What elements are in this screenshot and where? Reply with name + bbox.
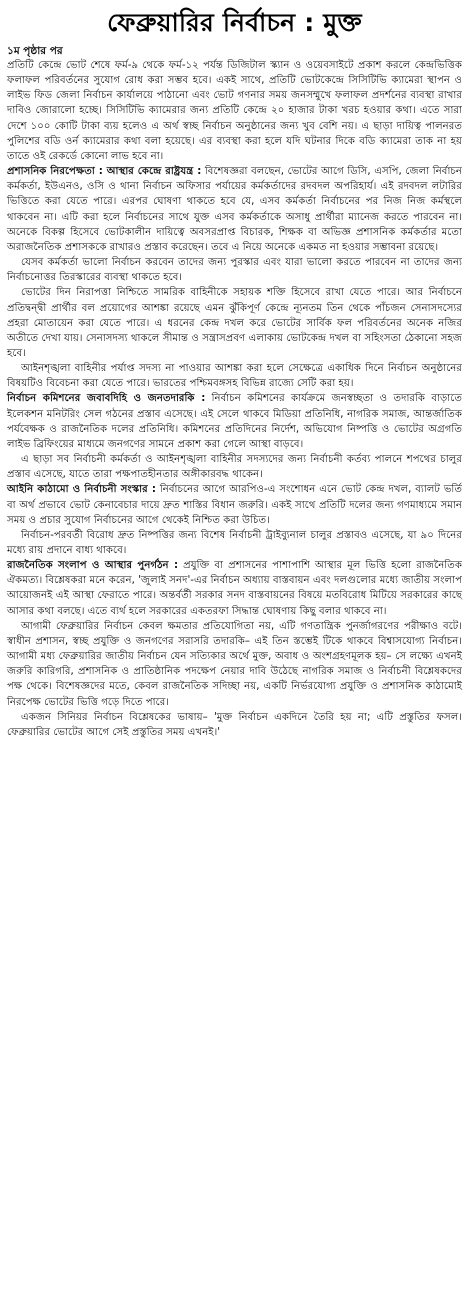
article-paragraph-8 xyxy=(7,482,462,527)
paragraph-text: এ ছাড়া সব নির্বাচনী কর্মকর্তা ও আইনশৃঙ্খলা বাহিনীর সদস্যদের জন্য নির্বাচনী কর্তব্য পালনে শপথের চালুর প্রস্তাব এসেছে, যাতে তারা পক্ষপাতহীনতার অঙ্গীকারবদ্ধ থাকেন। xyxy=(7,454,462,481)
paragraph-text: বিশেষজ্ঞরা বলছেন, ভোটের আগে ডিসি, এসপি, জেলা নির্বাচন কর্মকর্তা, ইউএনও, ওসি ও থানা নির্বাচন অফিসার পর্যায়ের কর্মকর্তাদের রদবদল অপরিহার্য। এই রদবদল লটারির ভিত্তিতে করা যেতে পারে। এরপর ঘোষণা থাকতে হবে যে, এসব কর্মকর্তা নির্বাচনের পর নিজ নিজ কর্মস্থলে থাকবেন না। এটি করা হলে নির্বাচনের সাথে যুক্ত এসব কর্মকর্তাকে অসাধু প্রার্থীরা ম্যানেজ করতে পারবেন না। অনেকে বিকল্প হিসেবে ভোটকালীন দায়িত্বে অবসরপ্রাপ্ত বিচারক, শিক্ষক বা অভিজ্ঞ প্রশাসনিক কর্মকর্তার মতো অরাজনৈতিক প্রশাসককে রাখারও প্রস্তাব করেছেন। তবে এ নিয়ে অনেকে একমত না হওয়ার সম্ভাবনা রয়েছে। xyxy=(7,166,462,253)
paragraph-text: নির্বাচন-পরবর্তী বিরোধ দ্রুত নিষ্পত্তির জন্য বিশেষ নির্বাচনী ট্রাইব্যুনাল চালুর প্রস্তাবও এসেছে, যা ৯০ দিনের মধ্যে রায় প্রদানে বাধ্য থাকবে। xyxy=(7,529,462,556)
paragraph-text: নির্বাচনের আগে আরপিও-এ সংশোধন এনে ভোট কেন্দ্র দখল, ব্যালট ভর্তি বা অর্থ প্রভাবে ভোট কেনাবেচার দায়ে দ্রুত শাস্তির বিধান জরুরি। একই সাথে প্রতিটি দলের জন্য গণমাধ্যমে সমান সময় ও প্রচার সুযোগ নির্বাচনের আগে থেকেই নিশ্চিত করা উচিত। xyxy=(7,484,462,526)
paragraph-text: প্রতিটি কেন্দ্রে ভোট শেষে ফর্ম-৯ থেকে ফর্ম-১২ পর্যন্ত ডিজিটাল স্ক্যান ও ওয়েবসাইটে প্রকাশ করলে কেন্দ্রভিত্তিক ফলাফল পরিবর্তনের সুযোগ রোধ করা সম্ভব হবে। একই সাথে, প্রতিটি ভোটকেন্দ্রে সিসিটিভি ক্যামেরা স্থাপন ও লাইভ ফিড জেলা নির্বাচন কার্যালয়ে পাঠানো এবং ভোট গণনার সময় জনসম্মুখে ফলাফল প্রদর্শনের ব্যবস্থা রাখার দাবিও জোরালো হচ্ছে। সিসিটিভি ক্যামেরার জন্য প্রতিটি কেন্দ্রে ২০ হাজার টাকা খরচ হওয়ার কথা। এতে সারা দেশে ১০০ কোটি টাকা ব্যয় হলেও এ অর্থ স্বচ্ছ নির্বাচন অনুষ্ঠানের জন্য খুব বেশি নয়। এ ছাড়া দায়িত্ব পালনরত পুলিশের বডি ওর্ন ক্যামেরার কথা বলা হয়েছে। এর ব্যবস্থা করা হলে যদি ঘটনার দিকে বডি ক্যামেরা তাক না হয় তাতে ওই রেকর্ডে কোনো লাভ হবে না। xyxy=(7,60,462,162)
article-paragraph-5 xyxy=(7,361,462,391)
article-paragraph-4 xyxy=(7,285,462,361)
section-subhead-legal-reform: আইনি কাঠামো ও নির্বাচনী সংস্কার : xyxy=(7,484,157,496)
article-paragraph-12 xyxy=(7,710,462,740)
paragraph-text: আইনশৃঙ্খলা বাহিনীর পর্যাপ্ত সদস্য না পাওয়ার আশঙ্কা করা হলে সেক্ষেত্রে একাধিক দিনে নির্বাচন অনুষ্ঠানের বিষয়টিও বিবেচনা করা যেতে পারে। ভারতের পশ্চিমবঙ্গসহ বিভিন্ন রাজ্যে সেটি করা হয়। xyxy=(7,363,462,390)
article-paragraph-7 xyxy=(7,452,462,482)
paragraph-text: যেসব কর্মকর্তা ভালো নির্বাচন করবেন তাদের জন্য পুরস্কার এবং যারা ভালো করতে পারবেন না তাদের জন্য নির্বাচনোত্তর তিরস্কারের ব্যবস্থা থাকতে হবে। xyxy=(7,257,462,284)
article-paragraph-3 xyxy=(7,255,462,285)
section-subhead-political-dialogue: রাজনৈতিক সংলাপ ও আস্থার পুনর্গঠন : xyxy=(7,560,179,572)
article-paragraph-10 xyxy=(7,558,462,619)
headline: ফেব্রুয়ারির নির্বাচন : মুক্ত xyxy=(107,8,362,37)
article-paragraph-6 xyxy=(7,391,462,452)
paragraph-text: একজন সিনিয়র নির্বাচন বিশ্লেষকের ভাষায়– 'মুক্ত নির্বাচন একদিনে তৈরি হয় না; এটি প্রস্তুতির ফসল। ফেব্রুয়ারির ভোটের আগে সেই প্রস্তুতির সময় এখনই।' xyxy=(7,711,462,738)
paragraph-text: নির্বাচন কমিশনের কার্যক্রমে জনস্বচ্ছতা ও তদারকি বাড়াতে ইলেকশন মনিটরিং সেল গঠনের প্রস্তাব এসেছে। এই সেলে থাকবে মিডিয়া প্রতিনিধি, নাগরিক সমাজ, আন্তর্জাতিক পর্যবেক্ষক ও রাজনৈতিক দলের প্রতিনিধি। কমিশনের প্রতিদিনের নির্দেশ, অভিযোগ নিষ্পত্তি ও ভোটের অগ্রগতি লাইভ ব্রিফিংয়ের মাধ্যমে জনগণের সামনে প্রকাশ করা গেলে আস্থা বাড়বে। xyxy=(7,393,462,450)
article-paragraph-9 xyxy=(7,528,462,558)
article-paragraph-2 xyxy=(7,164,462,255)
section-subhead-administrative-neutrality: প্রশাসনিক নিরপেক্ষতা : আস্থার কেন্দ্রে রাষ্ট্রযন্ত্র : xyxy=(7,166,202,178)
paragraph-text: ভোটের দিন নিরাপত্তা নিশ্চিতে সামরিক বাহিনীকে সহায়ক শক্তি হিসেবে রাখা যেতে পারে। আর নির্বাচনে প্রতিদ্বন্দ্বী প্রার্থীর বল প্রয়োগের আশঙ্কা রয়েছে এমন ঝুঁকিপূর্ণ কেন্দ্রে ন্যূনতম তিন থেকে পাঁচজন সেনাসদস্যের প্রহরা মোতায়েন করা যেতে পারে। এ ধরনের কেন্দ্র দখল করে ভোটের সার্বিক ফল পরিবর্তনের অনেক নজির অতীতে দেখা যায়। সেনাসদস্য থাকলে সীমান্ত ও সন্ত্রাসপ্রবণ এলাকায় ভোটকেন্দ্র দখল বা সহিংসতা ঠেকানো সহজ হবে। xyxy=(7,287,462,359)
section-subhead-ec-accountability: নির্বাচন কমিশনের জবাবদিহি ও জনতদারকি : xyxy=(7,393,206,405)
article-paragraph-11 xyxy=(7,619,462,710)
article-paragraph-1 xyxy=(7,58,462,164)
continued-from-label: ১ম পৃষ্ঠার পর xyxy=(7,45,63,57)
paragraph-text: প্রযুক্তি বা প্রশাসনের পাশাপাশি আস্থার মূল ভিত্তি হলো রাজনৈতিক ঐকমত্য। বিশ্লেষকরা মনে করেন, 'জুলাই সনদ'-এর নির্বাচন অধ্যায় বাস্তবায়ন এবং দলগুলোর মধ্যে জাতীয় সংলাপ আয়োজনই এই আস্থা ফেরাতে পারে। অন্তর্বর্তী সরকার সনদ বাস্তবায়নের বিষয়ে মতবিরোধ মিটিয়ে সরকারের কাছে আসার কথা বলছে। এতে ব্যর্থ হলে সরকারের একতরফা সিদ্ধান্ত ঘোষণায় কিছু বলার থাকবে না। xyxy=(7,560,462,617)
paragraph-text: আগামী ফেব্রুয়ারির নির্বাচন কেবল ক্ষমতার প্রতিযোগিতা নয়, এটি গণতান্ত্রিক পুনর্জাগরণের পরীক্ষাও বটে। স্বাধীন প্রশাসন, স্বচ্ছ প্রযুক্তি ও জনগণের সরাসরি তদারকি– এই তিন স্তম্ভেই টিকে থাকবে বিশ্বাসযোগ্য নির্বাচন। আগামী মধ্য ফেব্রুয়ারির জাতীয় নির্বাচন যেন সত্যিকার অর্থে মুক্ত, অবাধ ও অংশগ্রহণমূলক হয়– সে লক্ষ্যে এখনই জরুরি কারিগরি, প্রশাসনিক ও প্রাতিষ্ঠানিক পদক্ষেপ নেয়ার দাবি উঠেছে নাগরিক সমাজ ও নির্বাচনী বিশ্লেষকদের পক্ষ থেকে। বিশেষজ্ঞদের মতে, কেবল রাজনৈতিক সদিচ্ছা নয়, একটি নির্ভরযোগ্য প্রযুক্তি ও প্রশাসনিক কাঠামোই নিরপেক্ষ ভোটের ভিত্তি গড়ে দিতে পারে। xyxy=(7,620,462,708)
